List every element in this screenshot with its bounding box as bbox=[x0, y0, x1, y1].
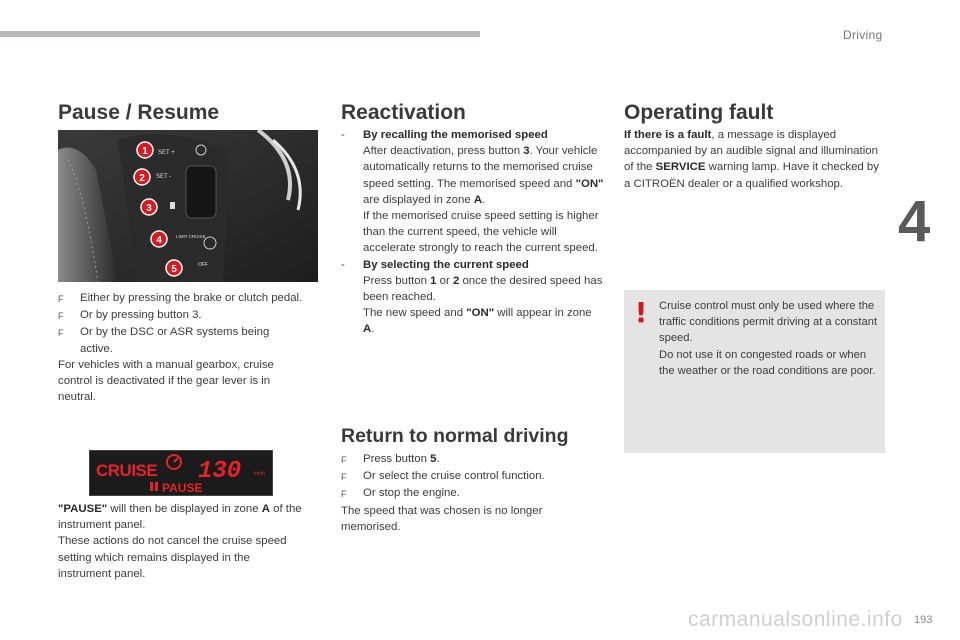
warning-text: Cruise control must only be used where the traffic conditions permit driving at a constant speed. Do not use it on congested roads or when the weather or the road conditions are poor. bbox=[659, 300, 878, 377]
cruise-mode-text: CRUISE bbox=[96, 461, 158, 480]
list-item: F Either by pressing the brake or clutch pedal. bbox=[58, 292, 303, 304]
manual-gearbox-note: For vehicles with a manual gearbox, cruise control is deactivated if the gear lever is in neutral. bbox=[58, 358, 274, 404]
limit-cruise-label: LIMIT CRUISE bbox=[176, 234, 206, 239]
callout-1: 1 bbox=[142, 146, 148, 157]
callout-3: 3 bbox=[146, 203, 152, 214]
speed-value: 130 bbox=[198, 458, 242, 485]
section-label: Driving bbox=[843, 28, 883, 42]
list-item: F Or by the DSC or ASR systems being active. bbox=[58, 326, 270, 355]
pause-display-text: "PAUSE" will then be displayed in zone A of the instrument panel. These actions do not cancel the cruise speed setting which remains displayed in the instrument panel. bbox=[58, 503, 302, 580]
list-item: F Or stop the engine. bbox=[341, 487, 460, 500]
pause-bullets bbox=[58, 290, 303, 405]
watermark: carmanualsonline.info bbox=[688, 608, 903, 631]
reactivation-list bbox=[341, 127, 605, 338]
speed-unit: km/h bbox=[254, 471, 265, 477]
reactivation-title: Reactivation bbox=[341, 101, 466, 124]
steering-wheel-photo bbox=[58, 130, 318, 282]
set-minus-label: SET - bbox=[156, 174, 172, 180]
list-item: - By recalling the memorised speed After deactivation, press button 3. Your vehicle automatically returns to the memorised cruise speed setting. The memorised speed and "ON" are displayed in zone A. If the memorised cruise speed setting is higher than the current speed, the vehicle will accelerate strongly to reach the current speed. bbox=[341, 129, 604, 255]
operating-fault-text: If there is a fault, a message is displayed accompanied by an audible signal and illumination of the SERVICE warning lamp. Have it checked by a CITROËN dealer or a qualified workshop. bbox=[624, 129, 879, 190]
list-item: - By selecting the current speed Press button 1 or 2 once the desired speed has been reached. The new speed and "ON" will appear in zone A. bbox=[341, 258, 603, 336]
callout-4: 4 bbox=[156, 235, 162, 246]
callout-2: 2 bbox=[139, 173, 145, 184]
off-label: OFF bbox=[198, 262, 208, 268]
list-item: F Or select the cruise control function. bbox=[341, 470, 545, 483]
pause-resume-title: Pause / Resume bbox=[58, 101, 220, 124]
return-normal-list: F Press button 5. F Or select the cruise control function. F Or stop the engine. The speed that was chosen is no longer memorised. bbox=[341, 451, 591, 535]
header-bar bbox=[0, 31, 480, 37]
page-number: 193 bbox=[914, 614, 933, 626]
callout-5: 5 bbox=[171, 264, 177, 275]
list-item: F Or by pressing button 3. bbox=[58, 309, 202, 322]
operating-fault-title: Operating fault bbox=[624, 101, 774, 124]
pause-status-text: PAUSE bbox=[162, 481, 203, 495]
return-normal-title: Return to normal driving bbox=[341, 425, 569, 447]
exclamation-icon: ! bbox=[634, 296, 648, 329]
list-item: F Press button 5. bbox=[341, 453, 440, 465]
instrument-panel-display bbox=[89, 450, 273, 496]
set-plus-label: SET + bbox=[158, 150, 175, 156]
chapter-number: 4 bbox=[898, 189, 931, 254]
